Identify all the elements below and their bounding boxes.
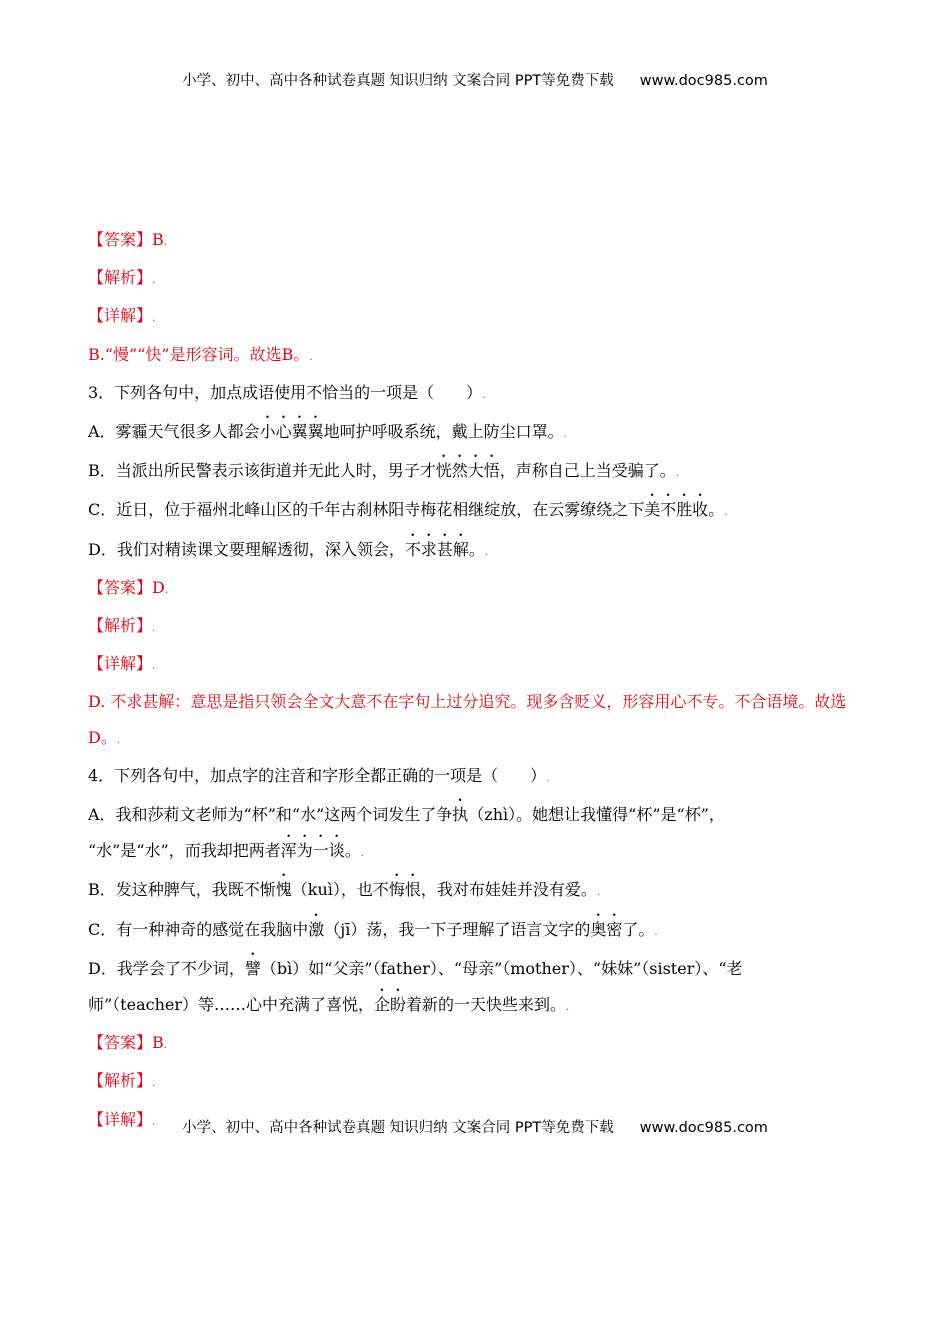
dotted-idiom: 不求甚解: [404, 539, 469, 559]
q4-detail-line: 【详解】.: [88, 1109, 156, 1129]
q3-option-b: B．当派出所民警表示该街道并无此人时，男子才恍然大悟，声称自己上当受骗了。.: [88, 461, 679, 481]
q3-option-a: A．雾霾天气很多人都会小心翼翼地呵护呼吸系统，戴上防尘口罩。.: [88, 422, 567, 442]
answer-line: 【答案】B.: [88, 230, 167, 249]
dotted-idiom: 美不胜收: [644, 500, 709, 520]
dotted-idiom: 恍然大悟: [435, 461, 500, 481]
answer-value: B: [152, 1033, 164, 1053]
dotted-char: 执: [452, 805, 469, 825]
q3-answer-line: 【答案】D.: [88, 577, 169, 597]
dotted-char: 企盼: [374, 995, 407, 1015]
detail-line: 【详解】.: [88, 306, 156, 326]
question-3-stem: 3．下列各句中，加点成语使用不恰当的一项是（ ）.: [88, 382, 486, 402]
page-header: [0, 69, 950, 90]
dotted-char: 愧: [275, 880, 292, 900]
question-4-stem: 4．下列各句中，加点字的注音和字形全都正确的一项是（ ）.: [88, 765, 550, 785]
q4-option-c: C．有一种神奇的感觉在我脑中激（jī）荡，我一下子理解了语言文字的奥密了。.: [88, 919, 658, 939]
q4-option-d-line2: 师”（teacher）等……心中充满了喜悦，企盼着新的一天快些来到。.: [88, 995, 570, 1015]
header-text: 小学、初中、高中各种试卷真题 知识归纳 文案合同 PPT等免费下载: [182, 73, 614, 89]
answer-value: B: [152, 230, 164, 249]
q3-option-d: D．我们对精读课文要理解透彻，深入领会，不求甚解。.: [88, 539, 489, 559]
q3-explanation: D. 不求甚解：意思是指只领会全文大意不在字句上过分追究。现多含贬义，形容用心不专。不合语境。故选D。.: [88, 692, 847, 747]
explanation-text: B.“慢”“快”是形容词。故选B。.: [88, 344, 313, 364]
document-body: [88, 222, 870, 1140]
footer-text: 小学、初中、高中各种试卷真题 知识归纳 文案合同 PPT等免费下载: [182, 1120, 614, 1136]
q4-analysis-line: 【解析】.: [88, 1071, 156, 1091]
answer-value: D: [152, 577, 165, 597]
page-footer: [0, 1116, 950, 1137]
dotted-char: 奥密: [590, 919, 623, 939]
q3-analysis-line: 【解析】.: [88, 616, 156, 636]
q4-option-a-line2: “水”是“水”，而我却把两者浑为一谈。.: [88, 841, 364, 861]
q3-option-c: C．近日，位于福州北峰山区的千年古刹林阳寺梅花相继绽放，在云雾缭绕之下美不胜收。.: [88, 500, 728, 520]
dotted-char: 浑为一谈: [280, 841, 345, 861]
dotted-char: 悔恨: [388, 880, 421, 900]
q4-option-a-line1: A．我和莎莉文老师为“杯”和“水”这两个词发生了争执（zhì）。她想让我懂得“杯”是“杯”，: [88, 805, 725, 825]
q3-detail-line: 【详解】.: [88, 654, 156, 674]
q4-option-b: B．发这种脾气，我既不惭愧（kuì），也不悔恨，我对布娃娃并没有爱。.: [88, 880, 601, 900]
dotted-char: 激: [308, 919, 325, 939]
header-url[interactable]: www.doc985.com: [639, 73, 768, 89]
q4-option-d-line1: D．我学会了不少词，譬（bì）如“父亲”（father）、“母亲”（mother）、“妹妹”（sister）、“老: [88, 958, 743, 978]
dotted-char: 譬: [244, 958, 261, 978]
footer-url[interactable]: www.doc985.com: [639, 1120, 768, 1136]
dotted-idiom: 小心翼翼: [259, 422, 324, 442]
q4-answer-line: 【答案】B.: [88, 1033, 167, 1053]
analysis-line: 【解析】.: [88, 268, 156, 288]
